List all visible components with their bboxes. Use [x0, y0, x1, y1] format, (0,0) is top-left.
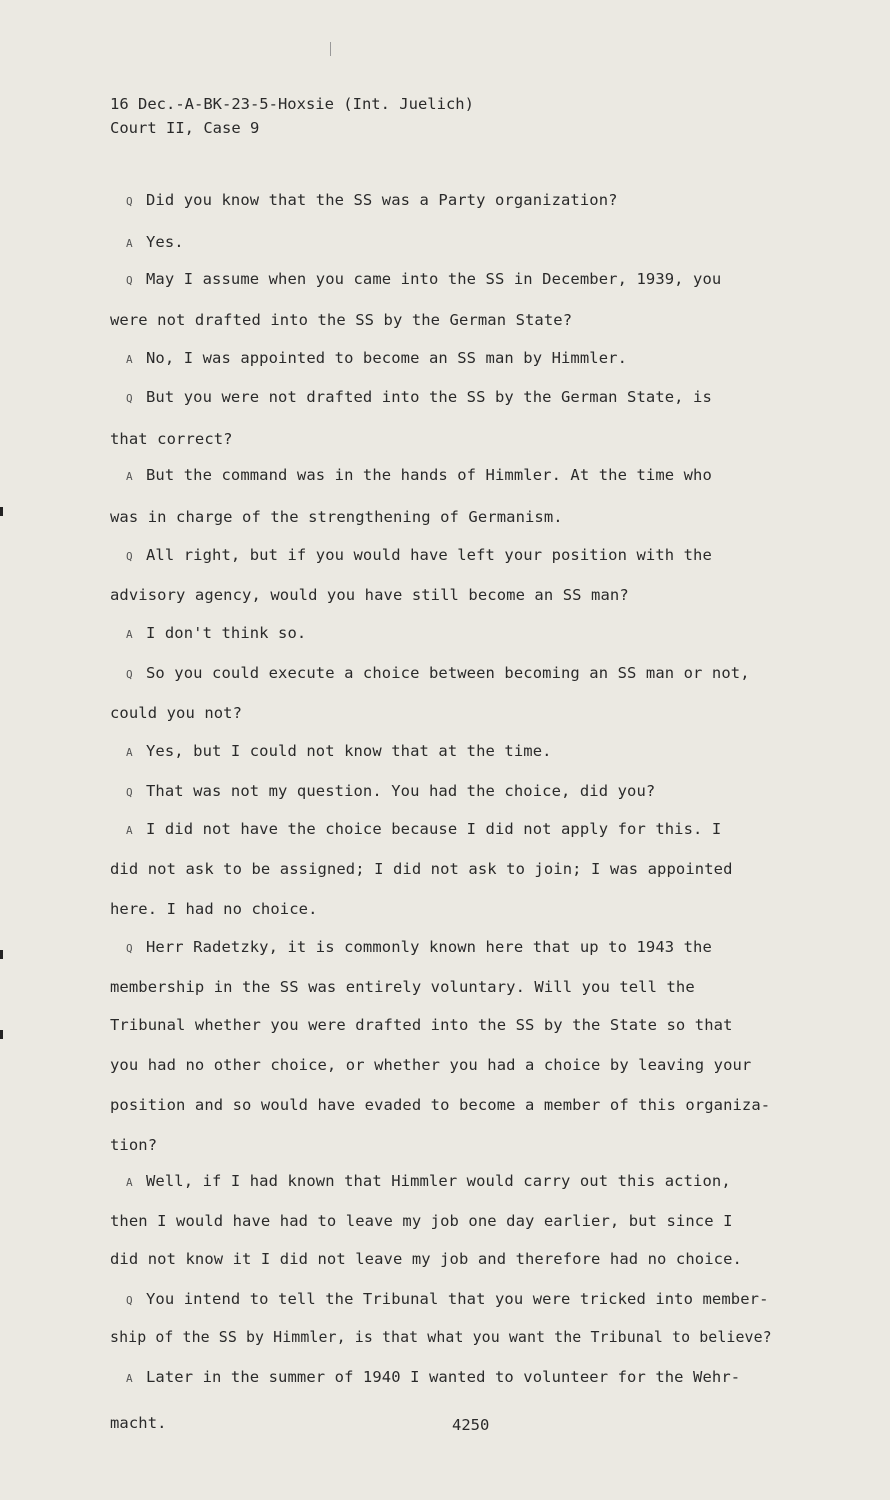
transcript-line — [126, 466, 712, 484]
speaker-marker: Q — [126, 274, 133, 287]
line-text: All right, but if you would have left your position with the — [146, 546, 712, 564]
transcript-line — [110, 430, 233, 448]
binding-mark — [0, 1030, 3, 1039]
line-text: did not know it I did not leave my job and therefore had no choice. — [110, 1250, 742, 1268]
transcript-line — [110, 704, 242, 722]
line-text: could you not? — [110, 704, 243, 722]
line-text: advisory agency, would you have still become an SS man? — [110, 586, 629, 604]
transcript-line — [110, 900, 318, 918]
line-text: Well, if I had known that Himmler would carry out this action, — [146, 1172, 731, 1190]
transcript-line — [110, 1250, 742, 1268]
transcript-line — [126, 1290, 769, 1308]
transcript-line — [126, 624, 306, 642]
transcript-line — [110, 586, 629, 604]
line-text: I did not have the choice because I did not apply for this. I — [146, 820, 722, 838]
speaker-marker: Q — [126, 550, 133, 563]
line-text: that correct? — [110, 430, 233, 448]
transcript-line — [126, 1172, 731, 1190]
binding-mark — [0, 950, 3, 959]
transcript-line — [126, 546, 712, 564]
speaker-marker: Q — [126, 1294, 133, 1307]
line-text: So you could execute a choice between becoming an SS man or not, — [146, 664, 750, 682]
speaker-marker: A — [126, 824, 133, 837]
transcript-line — [110, 311, 572, 329]
line-text: were not drafted into the SS by the German State? — [110, 311, 573, 329]
line-text: Tribunal whether you were drafted into the SS by the State so that — [110, 1016, 733, 1034]
transcript-line — [126, 191, 618, 209]
transcript-line — [126, 388, 712, 406]
line-text: was in charge of the strengthening of Germanism. — [110, 508, 563, 526]
speaker-marker: A — [126, 628, 133, 641]
transcript-line — [126, 938, 712, 956]
line-text: membership in the SS was entirely voluntary. Will you tell the — [110, 978, 695, 996]
speaker-marker: A — [126, 470, 133, 483]
transcript-line — [126, 233, 184, 251]
speaker-marker: A — [126, 1372, 133, 1385]
paper-smudge — [330, 42, 331, 56]
line-text: Did you know that the SS was a Party organization? — [146, 191, 618, 209]
transcript-line — [110, 860, 733, 878]
line-text: then I would have had to leave my job one day earlier, but since I — [110, 1212, 733, 1230]
speaker-marker: Q — [126, 195, 133, 208]
speaker-marker: A — [126, 353, 133, 366]
line-text: May I assume when you came into the SS in December, 1939, you — [146, 270, 722, 288]
line-text: Yes. — [146, 233, 184, 251]
speaker-marker: Q — [126, 668, 133, 681]
binding-mark — [0, 507, 3, 516]
transcript-line — [126, 664, 750, 682]
transcript-line — [126, 1368, 740, 1386]
line-text: position and so would have evaded to become a member of this organiza- — [110, 1096, 771, 1114]
line-text: did not ask to be assigned; I did not ask to join; I was appointed — [110, 860, 733, 878]
transcript-line — [110, 1096, 770, 1114]
speaker-marker: Q — [126, 786, 133, 799]
header-line-2: Court II, Case 9 — [110, 119, 260, 137]
transcript-line — [110, 978, 695, 996]
line-text: I don't think so. — [146, 624, 307, 642]
line-text: You intend to tell the Tribunal that you were tricked into member- — [146, 1290, 769, 1308]
transcript-line — [126, 782, 655, 800]
transcript-line — [110, 1056, 751, 1074]
line-text: Herr Radetzky, it is commonly known here that up to 1943 the — [146, 938, 712, 956]
speaker-marker: Q — [126, 392, 133, 405]
line-text: No, I was appointed to become an SS man by Himmler. — [146, 349, 628, 367]
transcript-line — [110, 508, 563, 526]
header-line-1: 16 Dec.-A-BK-23-5-Hoxsie (Int. Juelich) — [110, 95, 474, 113]
transcript-line — [126, 820, 721, 838]
transcript-line — [126, 270, 721, 288]
line-text: here. I had no choice. — [110, 900, 318, 918]
line-text: tion? — [110, 1136, 158, 1154]
line-text: But the command was in the hands of Himmler. At the time who — [146, 466, 712, 484]
transcript-line — [110, 1212, 733, 1230]
transcript-line — [110, 1414, 167, 1432]
transcript-line — [110, 1016, 733, 1034]
line-text: But you were not drafted into the SS by the German State, is — [146, 388, 712, 406]
page-number: 4250 — [452, 1416, 490, 1434]
line-text: That was not my question. You had the choice, did you? — [146, 782, 656, 800]
line-text: macht. — [110, 1414, 167, 1432]
transcript-line — [110, 1136, 157, 1154]
speaker-marker: A — [126, 1176, 133, 1189]
document-header — [110, 92, 474, 140]
speaker-marker: A — [126, 746, 133, 759]
transcript-line — [110, 1328, 772, 1346]
transcript-line — [126, 742, 552, 760]
transcript-line — [126, 349, 627, 367]
speaker-marker: A — [126, 237, 133, 250]
line-text: Yes, but I could not know that at the time. — [146, 742, 552, 760]
line-text: ship of the SS by Himmler, is that what you want the Tribunal to believe? — [110, 1328, 772, 1346]
line-text: Later in the summer of 1940 I wanted to volunteer for the Wehr- — [146, 1368, 741, 1386]
line-text: you had no other choice, or whether you had a choice by leaving your — [110, 1056, 752, 1074]
speaker-marker: Q — [126, 942, 133, 955]
